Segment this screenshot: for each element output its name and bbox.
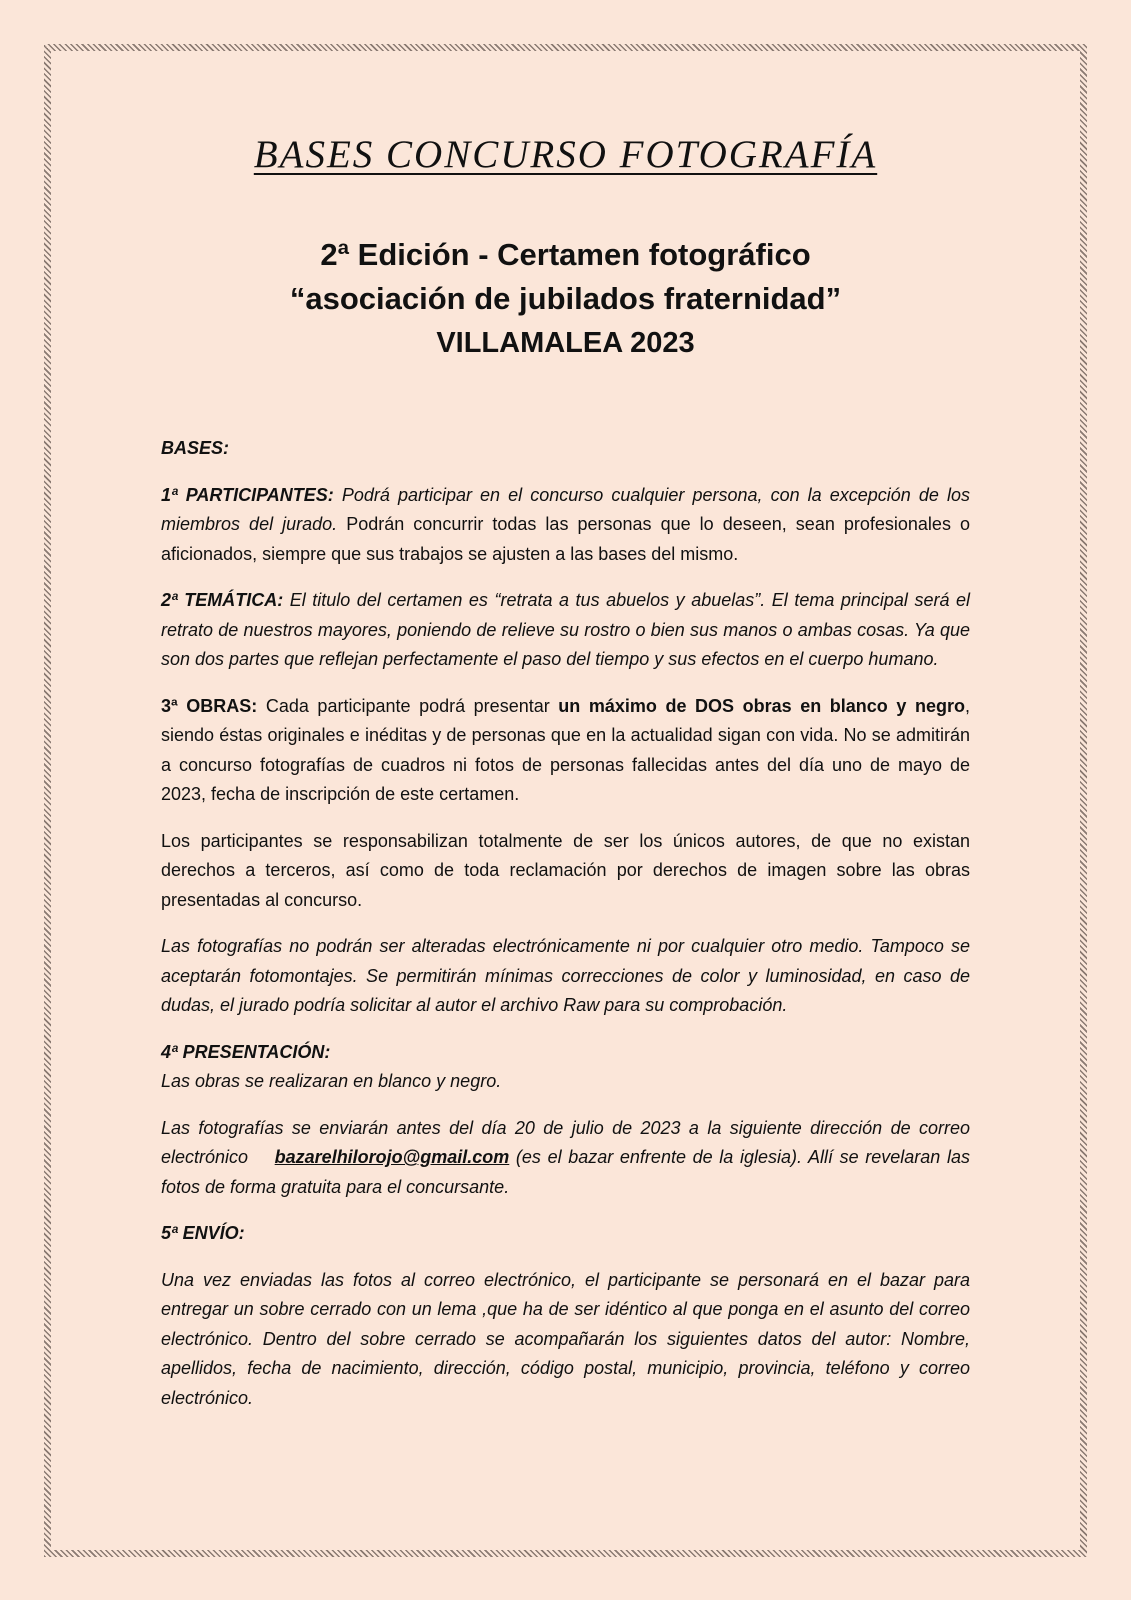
tematica-text: El titulo del certamen es “retrata a tus abuelos y abuelas”. El tema principal será el retrato de nuestros mayores, poniendo de relieve su rostro o bien sus manos o ambas cosas. Ya que son dos partes que reflejan perfectamente el paso del tiempo y sus efectos en el cuerpo humano. (161, 590, 970, 669)
bases-heading (161, 434, 970, 464)
subtitle-line-3: VILLAMALEA 2023 (436, 327, 695, 359)
presentacion-paragraph-2 (161, 1114, 976, 1203)
presentacion-label: 4ª PRESENTACIÓN: (161, 1041, 331, 1062)
section-participantes (161, 481, 970, 570)
participantes-text-italic: Podrá participar en el concurso cualquier persona, con la excepción de los miembros del jurado. (161, 484, 970, 534)
document-body (161, 434, 976, 1430)
presentacion-text-a: Las fotografías se enviarán antes del día 20 de julio de 2023 a la siguiente dirección de correo electrónico (161, 1117, 976, 1167)
subtitle-block (0, 233, 1131, 365)
envio-heading (161, 1219, 970, 1249)
obras-label: 3ª OBRAS: (161, 695, 258, 716)
page-title-wrapper (0, 132, 1131, 177)
presentacion-heading (161, 1038, 970, 1068)
participantes-label: 1ª PARTICIPANTES: (161, 484, 334, 505)
obras-text-b: , siendo éstas originales e inéditas y de personas que en la actualidad sigan con vida. No se admitirán a concurso fotografías de cuadros ni fotos de personas fallecidas antes del día uno de mayo de 2023, fecha de inscripción de este certamen. (161, 695, 970, 804)
obras-text-a: Cada participante podrá presentar (257, 695, 559, 716)
section-obras (161, 692, 970, 810)
subtitle-line-1: 2ª Edición - Certamen fotográfico (320, 237, 811, 272)
obras-paragraph-2: Los participantes se responsabilizan totalmente de ser los únicos autores, de que no existan derechos a terceros, así como de toda reclamación por derechos de imagen sobre las obras presentadas al concurso. (161, 830, 970, 910)
envio-text: Una vez enviadas las fotos al correo electrónico, el participante se personará en el bazar para entregar un sobre cerrado con un lema ,que ha de ser idéntico al que ponga en el asunto del correo electrónico. Dentro del sobre cerrado se acompañarán los siguientes datos del autor: Nombre, apellidos, fecha de nacimiento, dirección, código postal, municipio, provincia, teléfono y correo electrónico. (161, 1269, 970, 1408)
obras-text-bold: un máximo de DOS obras en blanco y negro (558, 695, 965, 716)
email-link[interactable]: bazarelhilorojo@gmail.com (274, 1147, 510, 1167)
bases-heading-text: BASES: (161, 438, 230, 458)
obras-paragraph-3: Las fotografías no podrán ser alteradas electrónicamente ni por cualquier otro medio. Tampoco se aceptarán fotomontajes. Se permitirán mínimas correcciones de color y luminosidad, en caso de dudas, el jurado podría solicitar al autor el archivo Raw para su comprobación. (161, 936, 970, 1015)
presentacion-text-b: (es el bazar enfrente de la iglesia). Allí se revelaran las fotos de forma gratuita para el concursante. (161, 1147, 970, 1197)
tematica-label: 2ª TEMÁTICA: (161, 590, 284, 610)
subtitle-line-2: “asociación de jubilados fraternidad” (289, 281, 842, 316)
envio-label: 5ª ENVÍO: (161, 1223, 245, 1243)
section-tematica (161, 586, 970, 675)
page-title: BASES CONCURSO FOTOGRAFÍA (253, 133, 878, 176)
presentacion-line-1: Las obras se realizaran en blanco y negro. (161, 1071, 502, 1091)
participantes-text: Podrán concurrir todas las personas que lo deseen, sean profesionales o aficionados, siempre que sus trabajos se ajusten a las bases del mismo. (161, 514, 971, 564)
